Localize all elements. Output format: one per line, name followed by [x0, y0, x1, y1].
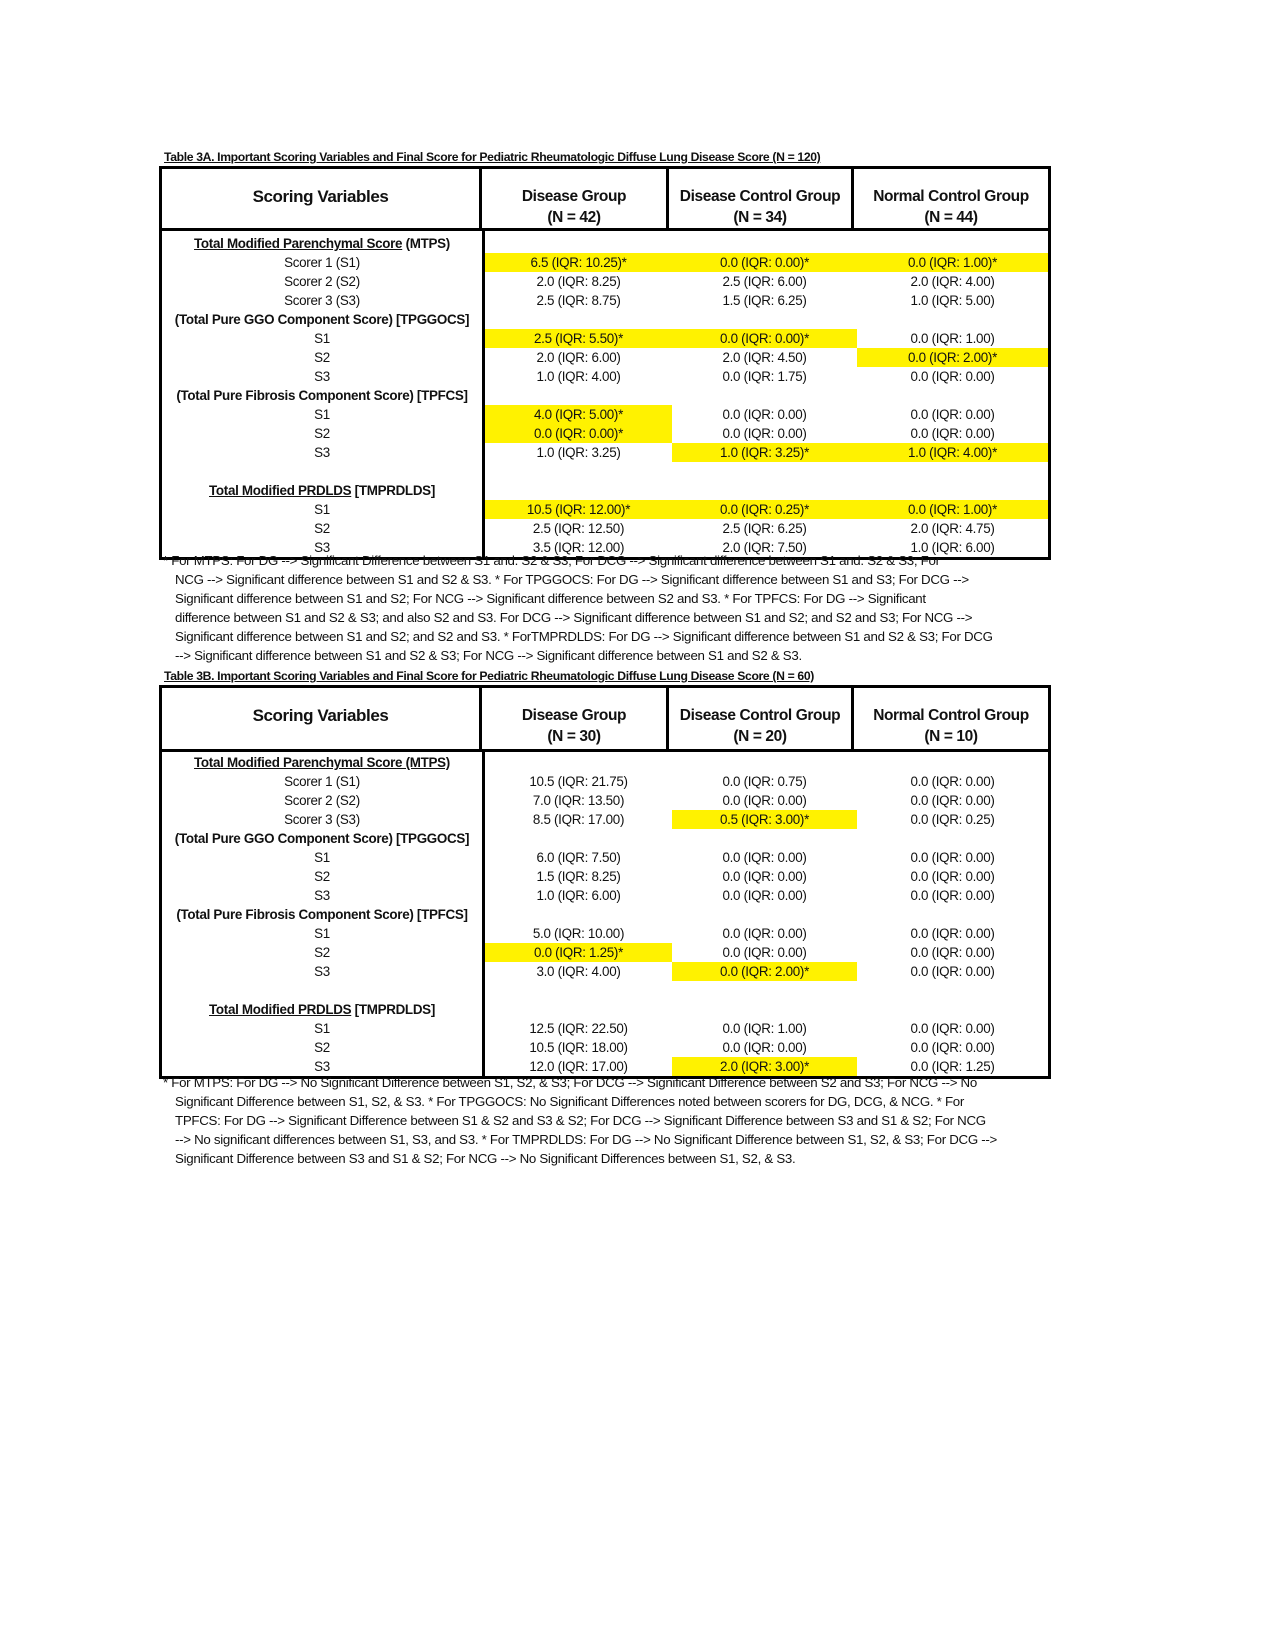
table-row: S1 5.0 (IQR: 10.00) 0.0 (IQR: 0.00) 0.0 (IQR: 0.00) — [314, 926, 995, 941]
table-3a — [159, 166, 1051, 560]
table-row: Scorer 2 (S2) 2.0 (IQR: 8.25) 2.5 (IQR: 6.00) 2.0 (IQR: 4.00) — [284, 274, 995, 289]
table-3b-header — [162, 688, 1048, 752]
table-row: S1 10.5 (IQR: 12.00)* 0.0 (IQR: 0.25)* 0.0 (IQR: 1.00)* — [162, 500, 1048, 519]
table-row: S1 4.0 (IQR: 5.00)* 0.0 (IQR: 0.00) 0.0 (IQR: 0.00) — [314, 407, 995, 422]
row-spacer — [162, 462, 1048, 481]
section-header-tpggocs: (Total Pure GGO Component Score) [TPGGOCS] — [174, 831, 470, 846]
table-row: S2 0.0 (IQR: 1.25)* 0.0 (IQR: 0.00) 0.0 (IQR: 0.00) — [314, 945, 995, 960]
table-row: Scorer 2 (S2) 7.0 (IQR: 13.50) 0.0 (IQR: 0.00) 0.0 (IQR: 0.00) — [284, 793, 995, 808]
table-row: S3 1.0 (IQR: 6.00) 0.0 (IQR: 0.00) 0.0 (IQR: 0.00) — [314, 888, 995, 903]
table-3a-title: Table 3A. Important Scoring Variables and Final Score for Pediatric Rheumatologic Diffuse Lung Disease Score (N = 120) — [164, 150, 821, 164]
table-row: S3 1.0 (IQR: 3.25) 1.0 (IQR: 3.25)* 1.0 (IQR: 4.00)* — [162, 443, 1048, 462]
row-spacer — [162, 981, 1048, 1000]
section-header-tmprdlds: Total Modified PRDLDS [TMPRDLDS] — [209, 1002, 435, 1017]
header-disease-group: Disease Group (N = 42) — [482, 169, 669, 228]
column-divider — [482, 752, 485, 1076]
table-row: S3 1.0 (IQR: 4.00) 0.0 (IQR: 1.75) 0.0 (IQR: 0.00) — [314, 369, 995, 384]
table-row: S2 10.5 (IQR: 18.00) 0.0 (IQR: 0.00) 0.0 (IQR: 0.00) — [314, 1040, 995, 1055]
section-header-tpfcs: (Total Pure Fibrosis Component Score) [TPFCS] — [176, 388, 468, 403]
table-3a-body — [162, 231, 1048, 557]
section-header-tpfcs: (Total Pure Fibrosis Component Score) [TPFCS] — [176, 907, 468, 922]
table-3b-footnote: * For MTPS: For DG --> No Significant Difference between S1, S2, & S3; For DCG --> Significant Difference between S2 and S3; For NCG --> No Significant Difference between S1, S2, & S3. * For TPGGOCS: No Significant Differences noted between scorers for DG, DCG, & NCG. * For TPFCS: For DG --> Significant Difference between S1 & S2 and S3 & S2; For DCG --> Significant Difference between S3 and S1 & S2; For NCG --> No significant differences between S1, S3, and S3. * For TMPRDLDS: For DG --> No Significant Difference between S1, S2, & S3; For DCG --> Significant Difference between S3 and S1 & S2; For NCG --> No Significant Differences between S1, S2, & S3. — [163, 1075, 998, 1166]
column-divider — [482, 231, 485, 557]
header-disease-control-group: Disease Control Group (N = 34) — [669, 169, 854, 228]
table-row: S2 1.5 (IQR: 8.25) 0.0 (IQR: 0.00) 0.0 (IQR: 0.00) — [314, 869, 995, 884]
table-row: S3 3.0 (IQR: 4.00) 0.0 (IQR: 2.00)* 0.0 (IQR: 0.00) — [314, 964, 995, 979]
table-row: S2 0.0 (IQR: 0.00)* 0.0 (IQR: 0.00) 0.0 (IQR: 0.00) — [314, 426, 995, 441]
section-header-mtps: Total Modified Parenchymal Score (MTPS) — [194, 236, 450, 251]
header-scoring-variables: Scoring Variables — [162, 169, 482, 228]
table-row: Scorer 1 (S1) 6.5 (IQR: 10.25)* 0.0 (IQR: 0.00)* 0.0 (IQR: 1.00)* — [162, 253, 1048, 272]
header-disease-group: Disease Group (N = 30) — [482, 688, 669, 749]
header-disease-control-group: Disease Control Group (N = 20) — [669, 688, 854, 749]
table-row: S2 2.5 (IQR: 12.50) 2.5 (IQR: 6.25) 2.0 (IQR: 4.75) — [314, 521, 995, 536]
section-header-tmprdlds: Total Modified PRDLDS [TMPRDLDS] — [209, 483, 435, 498]
table-row: S3 3.5 (IQR: 12.00) 2.0 (IQR: 7.50) 1.0 (IQR: 6.00) — [314, 540, 995, 555]
table-row: Scorer 3 (S3) 8.5 (IQR: 17.00) 0.5 (IQR: 3.00)* 0.0 (IQR: 0.25) — [284, 812, 995, 827]
section-header-mtps: Total Modified Parenchymal Score (MTPS) — [194, 755, 450, 770]
table-3a-header — [162, 169, 1048, 231]
table-row: S1 6.0 (IQR: 7.50) 0.0 (IQR: 0.00) 0.0 (IQR: 0.00) — [314, 850, 995, 865]
table-row: Scorer 1 (S1) 10.5 (IQR: 21.75) 0.0 (IQR: 0.75) 0.0 (IQR: 0.00) — [284, 774, 995, 789]
table-3b-body — [162, 752, 1048, 1076]
header-normal-control-group: Normal Control Group (N = 10) — [873, 707, 1029, 745]
header-normal-control-group: Normal Control Group (N = 44) — [873, 188, 1029, 226]
table-row: Scorer 3 (S3) 2.5 (IQR: 8.75) 1.5 (IQR: 6.25) 1.0 (IQR: 5.00) — [284, 293, 995, 308]
header-scoring-variables: Scoring Variables — [162, 688, 482, 749]
table-row: S3 12.0 (IQR: 17.00) 2.0 (IQR: 3.00)* 0.0 (IQR: 1.25) — [314, 1059, 995, 1074]
table-3b-title: Table 3B. Important Scoring Variables and Final Score for Pediatric Rheumatologic Diffuse Lung Disease Score (N = 60) — [164, 669, 814, 683]
table-3b — [159, 685, 1051, 1079]
table-3a-footnote: * For MTPS: For DG --> Significant Difference between S1 and. S2 & S3; For DCG --> Significant difference between S1 and. S2 & S3; For NCG --> Significant difference between S1 and S2 & S3. * For TPGGOCS: For DG --> Significant difference between S1 and S3; For DCG --> Significant difference between S1 and S2; For NCG --> Significant difference between S2 and S3. * For TPFCS: For DG --> Significant difference between S1 and S2 & S3; and also S2 and S3. For DCG --> Significant difference between S1 and S2; and S2 and S3; For NCG --> Significant difference between S1 and S2; and S2 and S3. * ForTMPRDLDS: For DG --> Significant difference between S1 and S2 & S3; For DCG --> Significant difference between S1 and S2 & S3; For NCG --> Significant difference between S1 and S2 & S3. — [163, 553, 993, 663]
section-header-tpggocs: (Total Pure GGO Component Score) [TPGGOCS] — [174, 312, 470, 327]
table-row: S1 2.5 (IQR: 5.50)* 0.0 (IQR: 0.00)* 0.0 (IQR: 1.00) — [314, 331, 995, 346]
table-row: S2 2.0 (IQR: 6.00) 2.0 (IQR: 4.50) 0.0 (IQR: 2.00)* — [162, 348, 1048, 367]
table-row: S1 12.5 (IQR: 22.50) 0.0 (IQR: 1.00) 0.0 (IQR: 0.00) — [314, 1021, 995, 1036]
